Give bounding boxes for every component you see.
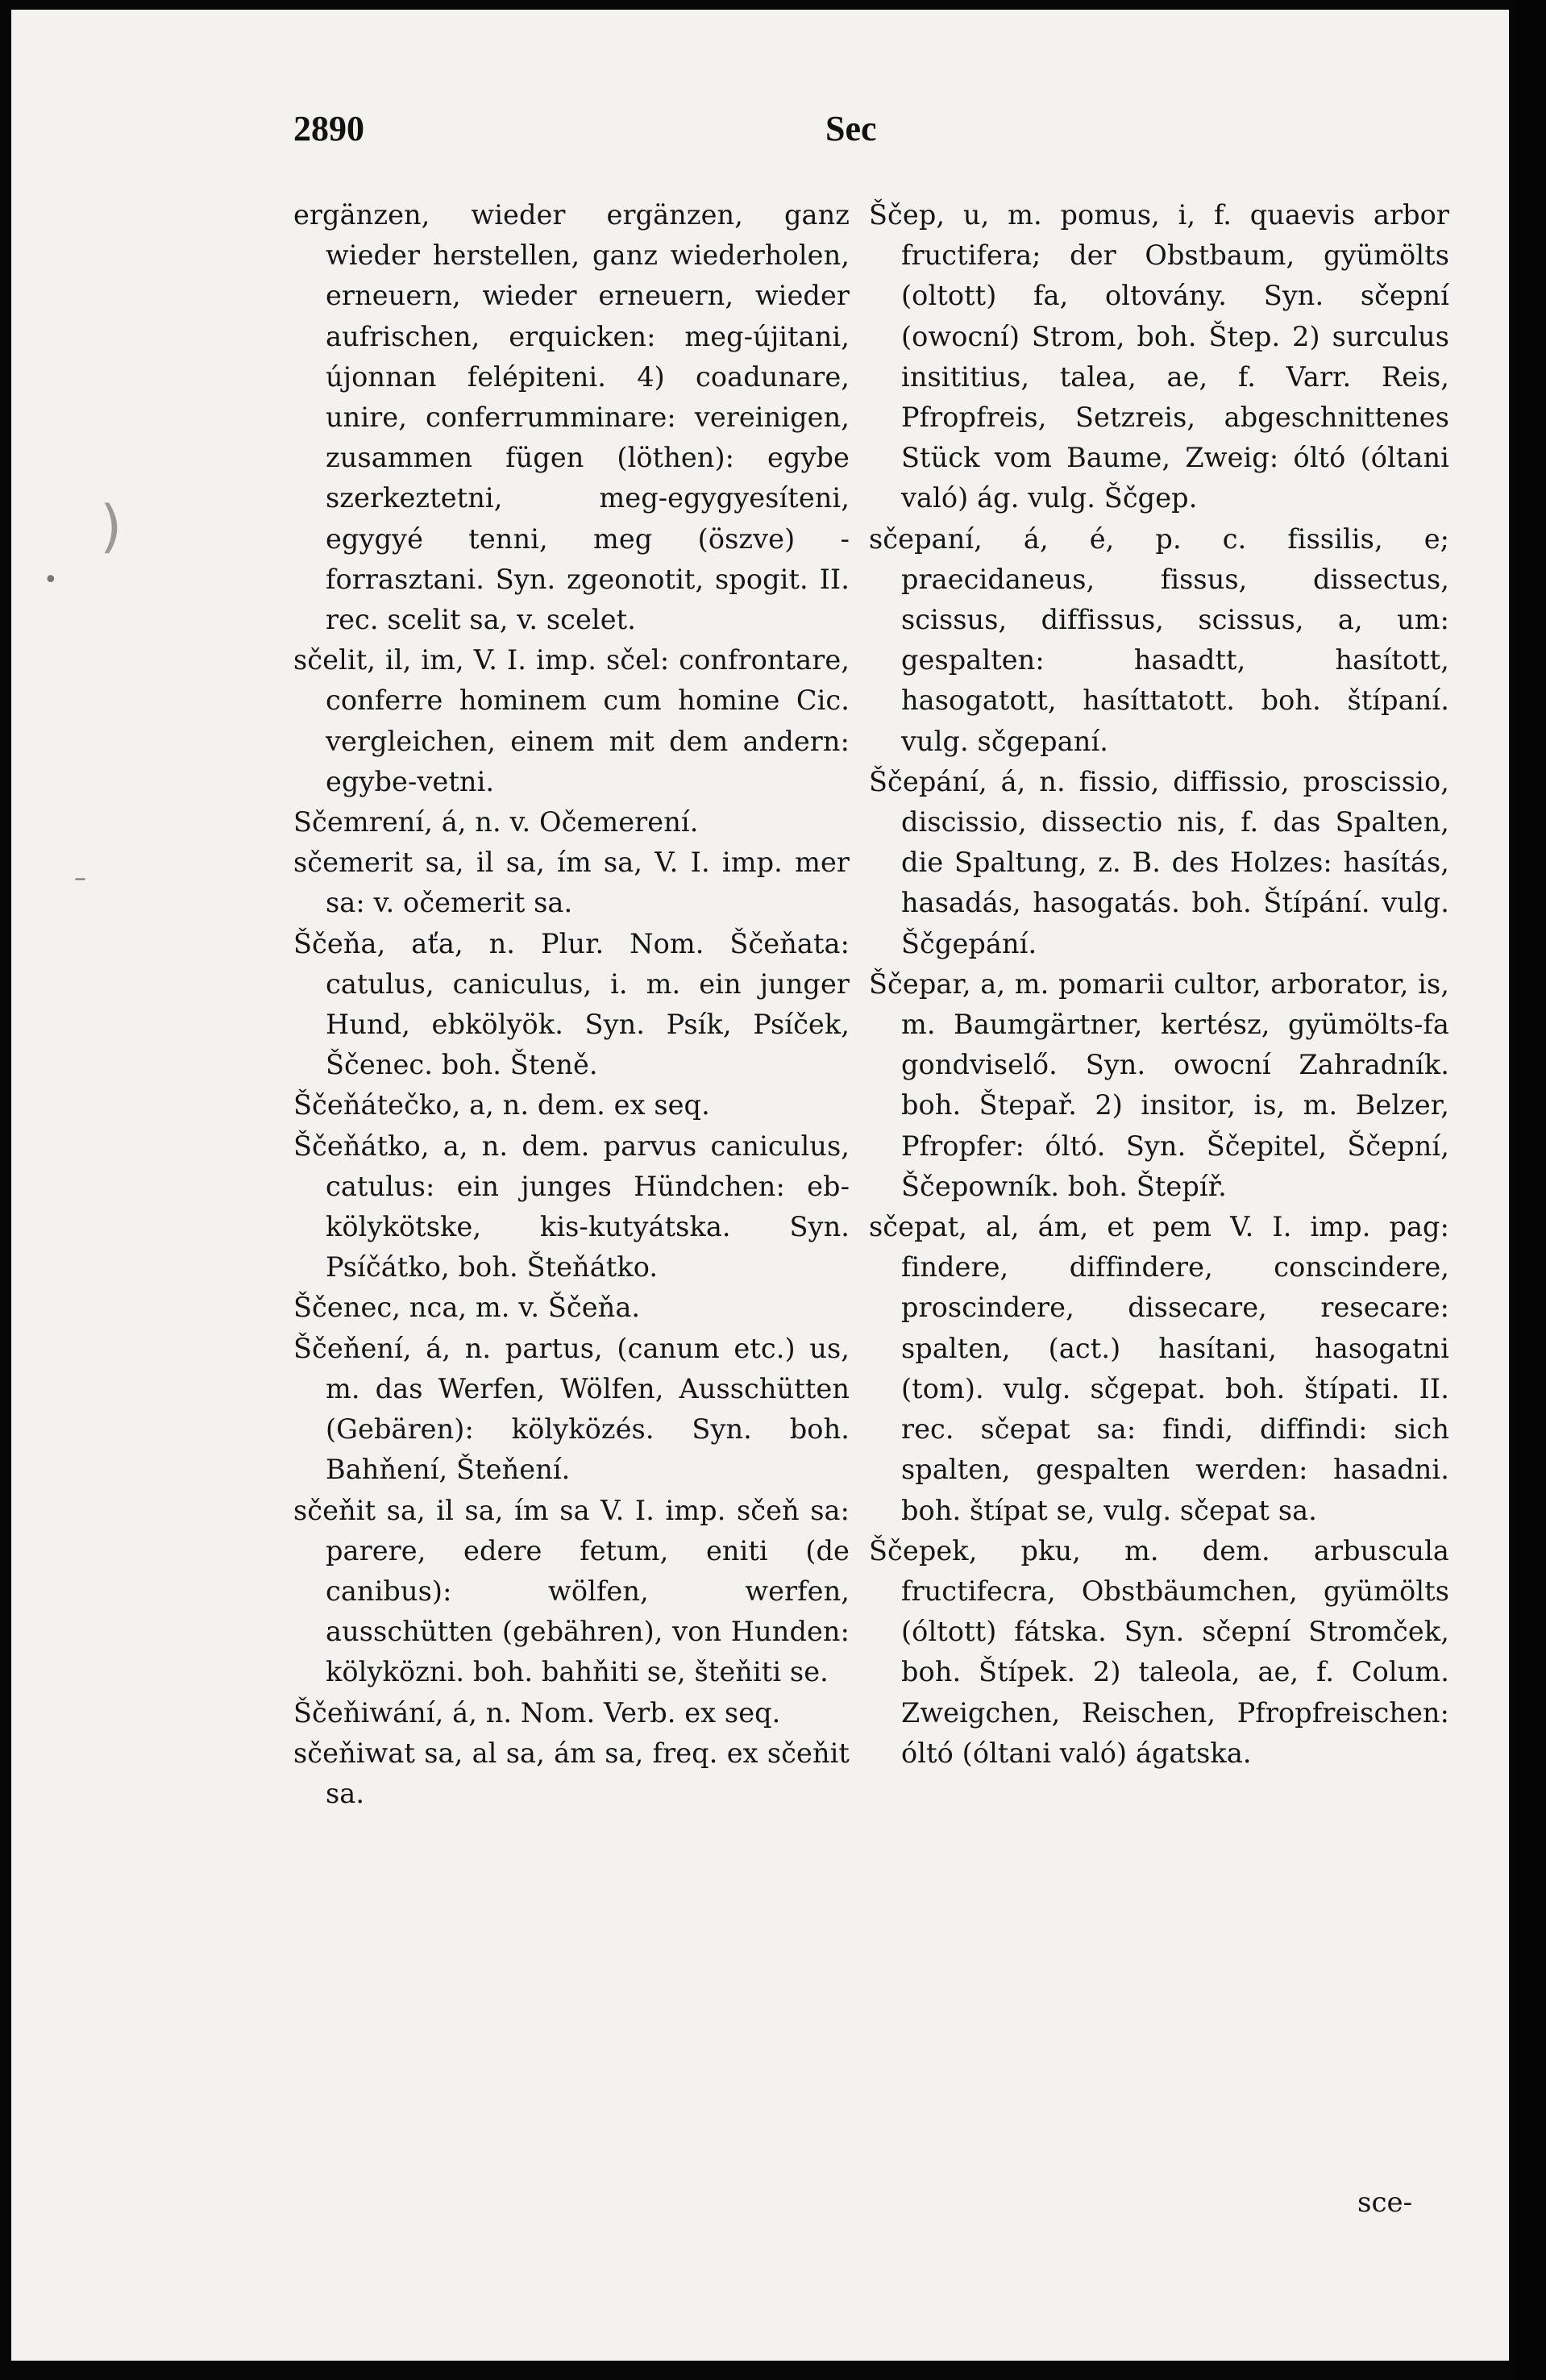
page-margin-mark: ) xyxy=(100,493,123,560)
dictionary-page xyxy=(11,10,1509,2361)
dictionary-entry: Ščeňiwání, á, n. Nom. Verb. ex seq. xyxy=(293,1696,781,1729)
dictionary-entry: Sčemrení, á, n. v. Očemerení. xyxy=(293,806,699,838)
catchword: sce- xyxy=(1357,2187,1413,2219)
page-margin-mark: – xyxy=(74,864,86,892)
scan-border xyxy=(1519,0,1546,2380)
dictionary-entry: sčepaní, á, é, p. c. fissilis, e; praecidaneus, fissus, dissectus, scissus, diffissus, scissus, a, um: gespalten: hasadtt, hasított, hasogatott, hasíttatott. boh. štípaní. vulg. sčgepaní. xyxy=(869,522,1449,757)
dictionary-entry: sčeňit sa, il sa, ím sa V. I. imp. sčeň sa: parere, edere fetum, eniti (de canibus): wölfen, werfen, ausschütten (gebähren), von Hunden: kölyközni. boh. bahňiti se, šteňiti se. xyxy=(293,1494,850,1688)
right-column xyxy=(869,195,1449,1774)
dictionary-entry: Ščepek, pku, m. dem. arbuscula fructifecra, Obstbäumchen, gyümölts (óltott) fátska. Syn. sčepní Stromček, boh. Štípek. 2) taleola, ae, f. Colum. Zweigchen, Reischen, Pfropfreischen: óltó (óltani való) ágatska. xyxy=(869,1534,1449,1769)
dictionary-entry: Ščep, u, m. pomus, i, f. quaevis arbor fructifera; der Obstbaum, gyümölts (oltott) fa, oltovány. Syn. sčepní (owocní) Strom, boh. Štep. 2) surculus insititius, talea, ae, f. Varr. Reis, Pfropfreis, Setzreis, abgeschnittenes Stück vom Baume, Zweig: óltó (óltani való) ág. vulg. Ščgep. xyxy=(869,199,1449,514)
dictionary-entry: Ščeňátko, a, n. dem. parvus caniculus, catulus: ein junges Hündchen: eb-kölykötske, kis-kutyátska. Syn. Psíčátko, boh. Šteňátko. xyxy=(293,1130,850,1284)
left-column xyxy=(293,195,850,1814)
dictionary-entry: sčepat, al, ám, et pem V. I. imp. pag: findere, diffindere, conscindere, proscindere, dissecare, resecare: spalten, (act.) hasítani, hasogatni (tom). vulg. sčgepat. boh. štípati. II. rec. sčepat sa: findi, diffindi: sich spalten, gespalten werden: hasadni. boh. štípat se, vulg. sčepat sa. xyxy=(869,1211,1449,1526)
dictionary-entry: sčeňiwat sa, al sa, ám sa, freq. ex sčeňit sa. xyxy=(293,1737,850,1809)
dictionary-entry: Ščenec, nca, m. v. Ščeňa. xyxy=(293,1292,641,1324)
dictionary-entry: sčemerit sa, il sa, ím sa, V. I. imp. mer sa: v. očemerit sa. xyxy=(293,847,850,919)
dictionary-entry: Ščeňení, á, n. partus, (canum etc.) us, m. das Werfen, Wölfen, Ausschütten (Gebären): kölyközés. Syn. boh. Bahňení, Šteňení. xyxy=(293,1332,850,1486)
dictionary-entry: sčelit, il, im, V. I. imp. sčel: confrontare, conferre hominem cum homine Cic. vergleichen, einem mit dem andern: egybe-vetni. xyxy=(293,644,850,797)
dictionary-entry: Ščepar, a, m. pomarii cultor, arborator, is, m. Baumgärtner, kertész, gyümölts-fa gondviselő. Syn. owocní Zahradník. boh. Štepař. 2) insitor, is, m. Belzer, Pfropfer: óltó. Syn. Ščepitel, Ščepní, Ščepowník. boh. Štepíř. xyxy=(869,967,1449,1202)
dictionary-entry: Ščeňa, aťa, n. Plur. Nom. Ščeňata: catulus, caniculus, i. m. ein junger Hund, ebkölyök. Syn. Psík, Psíček, Ščenec. boh. Šteně. xyxy=(293,927,850,1081)
dictionary-entry: Ščepání, á, n. fissio, diffissio, proscissio, discissio, dissectio nis, f. das Spalten, die Spaltung, z. B. des Holzes: hasítás, hasadás, hasogatás. boh. Štípání. vulg. Ščgepání. xyxy=(869,765,1449,959)
running-head xyxy=(293,108,1422,156)
page-margin-mark: • xyxy=(44,566,58,594)
dictionary-entry: Ščeňátečko, a, n. dem. ex seq. xyxy=(293,1089,710,1121)
dictionary-entry: ergänzen, wieder ergänzen, ganz wieder herstellen, ganz wiederholen, erneuern, wieder erneuern, wieder aufrischen, erquicken: meg-újitani, újonnan felépiteni. 4) coadunare, unire, conferrumminare: vereinigen, zusammen fügen (löthen): egybe szerkeztetni, meg-egygyesíteni, egygyé tenni, meg (öszve) - forrasztani. Syn. zgeonotit, spogit. II. rec. scelit sa, v. scelet. xyxy=(293,199,850,636)
page-number: 2890 xyxy=(293,109,364,148)
running-head-word: Sec xyxy=(825,109,877,148)
